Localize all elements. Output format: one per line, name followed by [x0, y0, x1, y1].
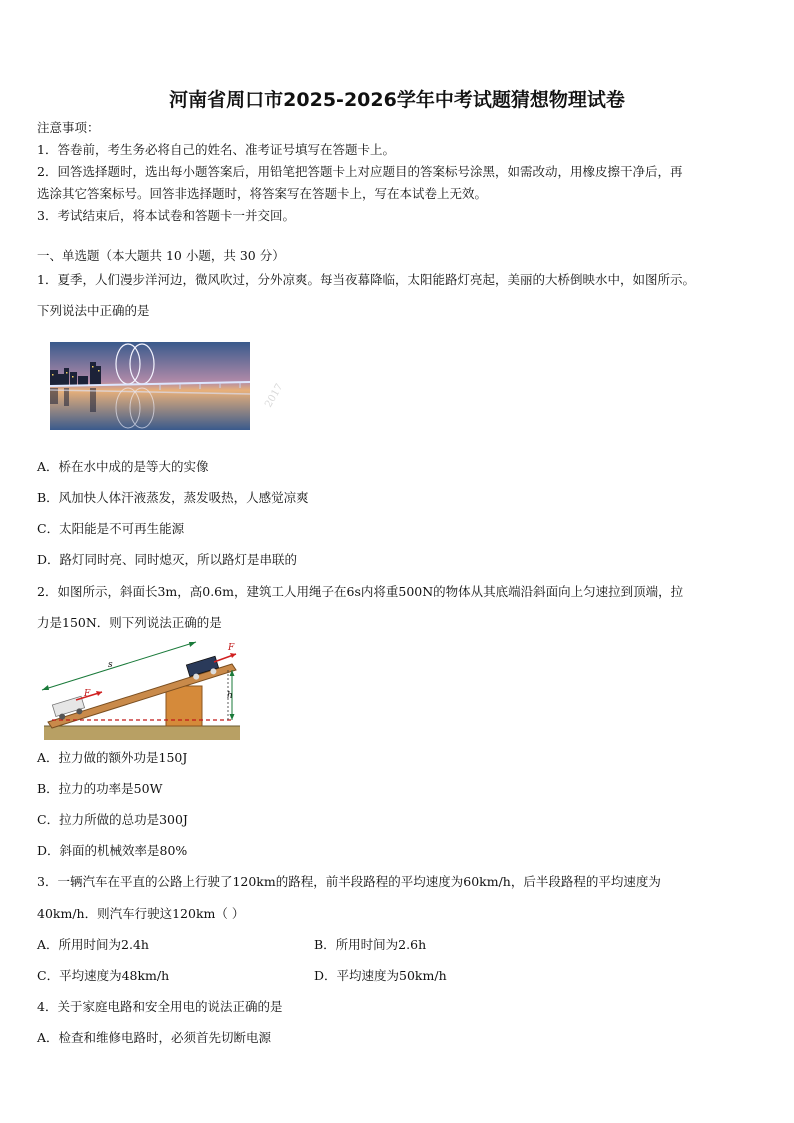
label-f-top: F — [228, 643, 235, 653]
notice-item: 3．考试结束后，将本试卷和答题卡一并交回。 — [37, 208, 295, 223]
question-3-option-d[interactable]: D．平均速度为50km/h — [314, 968, 447, 983]
question-3-option-a[interactable]: A．所用时间为2.4h — [37, 937, 149, 952]
notice-item: 选涂其它答案标号。回答非选择题时，将答案写在答题卡上，写在本试卷上无效。 — [37, 186, 488, 201]
notice-item: 1．答卷前，考生务必将自己的姓名、准考证号填写在答题卡上。 — [37, 142, 395, 157]
question-2-option-c[interactable]: C．拉力所做的总功是300J — [37, 812, 188, 827]
label-h: h — [227, 691, 233, 701]
question-2-option-b[interactable]: B．拉力的功率是50W — [37, 781, 163, 796]
question-1-option-b[interactable]: B．风加快人体汗液蒸发，蒸发吸热，人感觉凉爽 — [37, 490, 309, 505]
question-3-stem: 3．一辆汽车在平直的公路上行驶了120km的路程，前半段路程的平均速度为60km/h，后半段路程的平均速度为 — [37, 874, 661, 889]
page-title: 河南省周口市2025-2026学年中考试题猜想物理试卷 — [169, 89, 625, 111]
question-1-option-c[interactable]: C．太阳能是不可再生能源 — [37, 521, 185, 536]
label-f-bottom: F — [84, 689, 91, 699]
question-3-option-c[interactable]: C．平均速度为48km/h — [37, 968, 170, 983]
question-3-option-b[interactable]: B．所用时间为2.6h — [314, 937, 427, 952]
question-3-stem-cont: 40km/h．则汽车行驶这120km（ ） — [37, 906, 245, 921]
question-1-option-a[interactable]: A．桥在水中成的是等大的实像 — [37, 459, 209, 474]
question-4-option-a[interactable]: A．检查和维修电路时，必须首先切断电源 — [37, 1030, 272, 1045]
label-s: s — [108, 660, 113, 670]
bridge-night-photo — [50, 342, 250, 430]
question-1-option-d[interactable]: D．路灯同时亮、同时熄灭，所以路灯是串联的 — [37, 552, 298, 567]
watermark: 2017 — [263, 381, 286, 410]
question-2-option-d[interactable]: D．斜面的机械效率是80% — [37, 843, 188, 858]
question-4-stem: 4．关于家庭电路和安全用电的说法正确的是 — [37, 999, 283, 1014]
question-2-stem: 2．如图所示，斜面长3m，高0.6m，建筑工人用绳子在6s内将重500N的物体从其底端沿斜面向上匀速拉到顶端，拉 — [37, 584, 684, 599]
question-1-stem: 1．夏季，人们漫步洋河边，微风吹过，分外凉爽。每当夜幕降临，太阳能路灯亮起，美丽的大桥倒映水中，如图所示。 — [37, 272, 695, 287]
question-2-stem-cont: 力是150N．则下列说法正确的是 — [37, 615, 222, 630]
incline-diagram — [36, 640, 242, 742]
section-heading: 一、单选题（本大题共 10 小题，共 30 分） — [37, 248, 285, 263]
notice-item: 2．回答选择题时，选出每小题答案后，用铅笔把答题卡上对应题目的答案标号涂黑，如需改动，用橡皮擦干净后，再 — [37, 164, 683, 179]
notice-heading: 注意事项： — [37, 120, 100, 135]
question-2-option-a[interactable]: A．拉力做的额外功是150J — [37, 750, 188, 765]
question-1-stem-cont: 下列说法中正确的是 — [37, 303, 150, 318]
